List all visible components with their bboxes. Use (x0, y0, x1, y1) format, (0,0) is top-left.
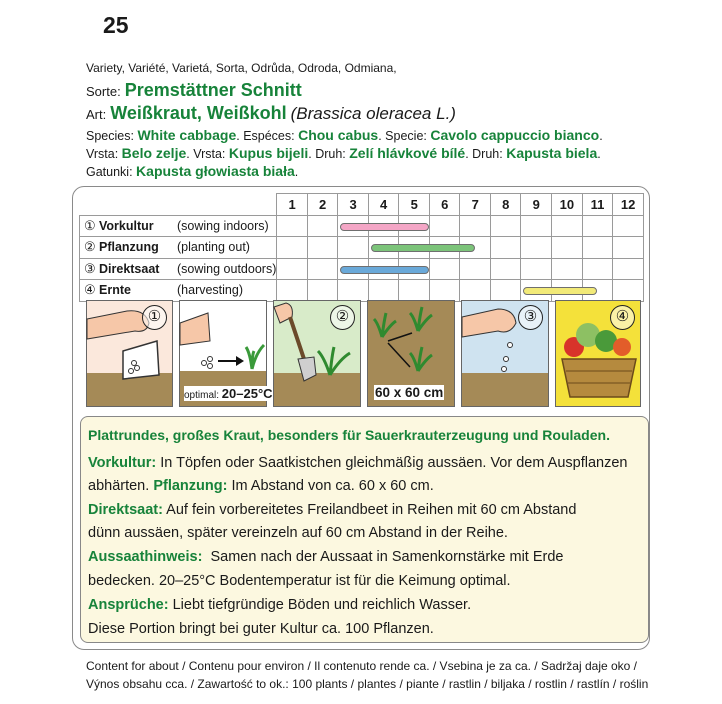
step-number-badge: ③ (518, 305, 543, 330)
art-line (86, 103, 456, 124)
especes-label: Espéces: (243, 129, 295, 143)
step-name: Vorkultur (99, 218, 154, 233)
gatunki-label: Gatunki: (86, 165, 133, 179)
direktsaat-label: Direktsaat: (88, 502, 163, 518)
panel-spacing (367, 300, 455, 407)
specie-label: Specie: (385, 129, 427, 143)
vrsta1-label: Vrsta: (86, 147, 119, 161)
packet-number: 25 (103, 12, 129, 38)
month-header: 8 (490, 194, 521, 216)
vorkultur-label: Vorkultur: (88, 455, 157, 471)
month-header: 9 (521, 194, 552, 216)
step-english: (planting out) (177, 240, 250, 255)
calendar-row-direktsaat (80, 258, 644, 280)
sowing-calendar (79, 193, 644, 302)
vorkultur-line-1 (88, 455, 627, 471)
step-number-badge: ① (142, 305, 167, 330)
month-header: 5 (399, 194, 430, 216)
direktsaat-line-2: dünn aussäen, später vereinzeln auf 60 cm Abstand in der Reihe. (88, 525, 508, 541)
species-label: Species: (86, 129, 134, 143)
specie-value: Cavolo cappuccio bianco (430, 127, 600, 143)
description-headline: Plattrundes, großes Kraut, besonders für Sauerkrauterzeugung und Rouladen. (88, 427, 610, 443)
step-name: Direktsaat (99, 261, 160, 276)
direktsaat-line-1 (88, 502, 576, 518)
calendar-row-label (80, 237, 277, 259)
translation-line-2: Vrsta: Belo zelje. Vrsta: Kupus bijeli. Druh: Zelí hlávkové bílé. Druh: Kapusta biela. (86, 145, 601, 161)
step-english: (sowing outdoors) (177, 261, 277, 276)
sorte-value: Premstättner Schnitt (124, 80, 302, 100)
vrsta1-value: Belo zelje (121, 145, 187, 161)
month-header: 12 (613, 194, 644, 216)
step-number: ① (84, 217, 96, 233)
panel-harvest (555, 300, 641, 407)
gatunki-value: Kapusta głowiasta biała (136, 163, 295, 179)
sorte-line (86, 80, 302, 101)
calendar-body (80, 215, 644, 301)
month-header: 6 (429, 194, 460, 216)
step-number-badge: ④ (610, 305, 635, 330)
calendar-row-label (80, 215, 277, 237)
art-latin: (Brassica oleracea L.) (290, 104, 456, 123)
calendar-row-vorkultur (80, 215, 644, 237)
translation-line-1: Species: White cabbage. Espéces: Chou cabus. Specie: Cavolo cappuccio bianco. (86, 127, 603, 143)
month-header: 7 (460, 194, 491, 216)
month-header: 1 (277, 194, 308, 216)
vorkultur-text: In Töpfen oder Saatkistchen gleichmäßig aussäen. Vor dem Auspflanzen (156, 455, 628, 471)
panel-germination (179, 300, 273, 407)
species-value: White cabbage (137, 127, 237, 143)
vorkultur-line-2 (88, 478, 434, 494)
step-name: Ernte (99, 283, 131, 298)
panel-outdoor-sowing (461, 300, 549, 407)
calendar-row-pflanzung (80, 237, 644, 259)
spacing-label: 60 x 60 cm (375, 385, 444, 400)
vrsta2-value: Kupus bijeli (228, 145, 309, 161)
vrsta2-label: Vrsta: (193, 147, 226, 161)
portion-line: Diese Portion bringt bei guter Kultur ca. 100 Pflanzen. (88, 621, 434, 637)
vorkultur-text-cont: abhärten. (88, 478, 150, 494)
direktsaat-text: Auf fein vorbereitetes Freilandbeet in Reihen mit 60 cm Abstand (162, 502, 577, 518)
ansprueche-text: Liebt tiefgründige Böden und reichlich Wasser. (168, 597, 472, 613)
calendar-row-label (80, 280, 277, 302)
optimal-temperature-label (184, 386, 273, 401)
content-footer-line-2: Výnos obsahu cca. / Zawartość to ok.: 100 plants / plantes / piante / rastlin / biljaka / rostlin / rastlín / roślin (86, 677, 649, 691)
step-number-badge: ② (330, 305, 355, 330)
content-footer-line-1: Content for about / Contenu pour environ / Il contenuto rende ca. / Vsebina je za ca. / Sadržaj daje oko / (86, 659, 638, 673)
panel-planting (273, 300, 361, 407)
panel-indoor-sowing (86, 300, 173, 407)
variety-languages: Variety, Variété, Varietá, Sorta, Odrůda, Odroda, Odmiana, (86, 61, 397, 75)
month-header: 4 (368, 194, 399, 216)
optimal-value: 20–25°C (221, 386, 273, 401)
month-header: 3 (338, 194, 369, 216)
ansprueche-label: Ansprüche: (88, 597, 169, 613)
art-value: Weißkraut, Weißkohl (110, 103, 287, 123)
step-english: (sowing indoors) (177, 218, 269, 233)
aussaat-line-1 (88, 549, 564, 565)
optimal-label: optimal: (184, 390, 220, 401)
step-english: (harvesting) (177, 283, 243, 298)
druh2-label: Druh: (472, 147, 503, 161)
calendar-row-label (80, 258, 277, 280)
druh1-label: Druh: (315, 147, 346, 161)
calendar-corner (80, 194, 277, 216)
druh2-value: Kapusta biela (506, 145, 598, 161)
art-label: Art: (86, 107, 107, 122)
pflanzung-label: Pflanzung: (153, 478, 228, 494)
translation-line-3: Gatunki: Kapusta głowiasta biała. (86, 163, 299, 179)
calendar-row-ernte (80, 280, 644, 302)
month-header: 11 (582, 194, 613, 216)
aussaat-text: Samen nach der Aussaat in Samenkornstärke mit Erde (202, 549, 564, 565)
aussaat-line-2: bedecken. 20–25°C Bodentemperatur ist für die Keimung optimal. (88, 573, 511, 589)
druh1-value: Zelí hlávkové bílé (349, 145, 466, 161)
especes-value: Chou cabus (298, 127, 379, 143)
step-number: ④ (84, 282, 96, 298)
month-header: 2 (307, 194, 338, 216)
sorte-label: Sorte: (86, 84, 121, 99)
pflanzung-text: Im Abstand von ca. 60 x 60 cm. (227, 478, 434, 494)
ansprueche-line (88, 597, 471, 613)
step-number: ③ (84, 260, 96, 276)
step-number: ② (84, 239, 96, 255)
step-name: Pflanzung (99, 240, 159, 255)
month-header: 10 (552, 194, 583, 216)
calendar-header-row (80, 194, 644, 216)
aussaat-label: Aussaathinweis: (88, 549, 203, 565)
